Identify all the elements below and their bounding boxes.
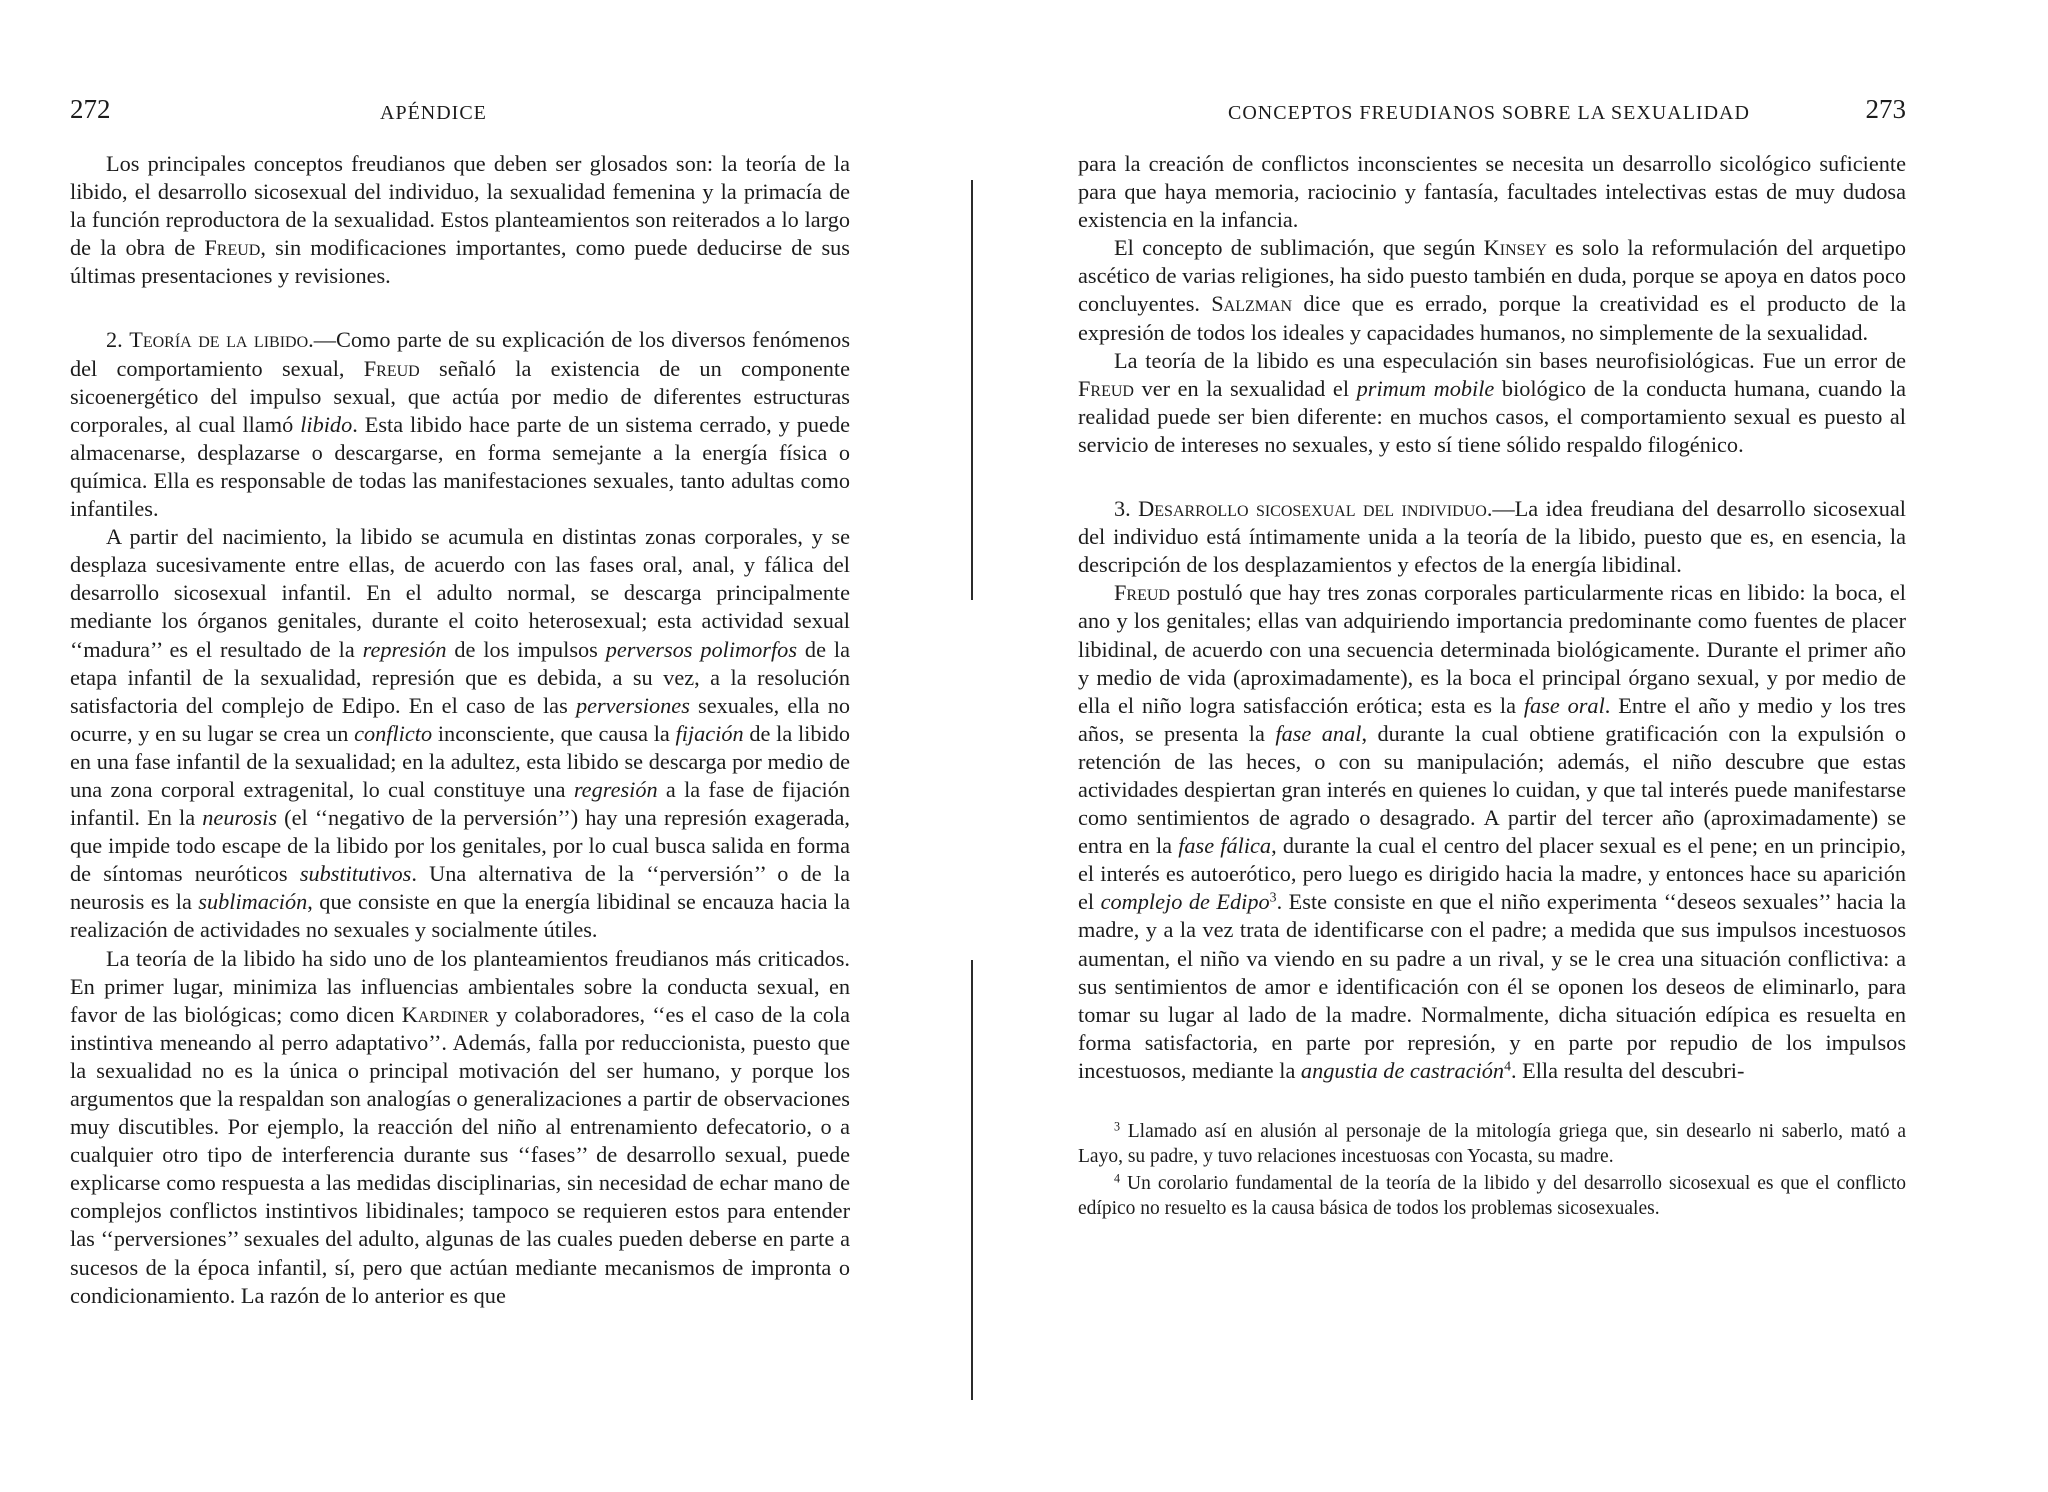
footnote-text: Un corolario fundamental de la teoría de la libido y del desarrollo sicosexual es que el conflicto edípico no resuelto es la causa básica de todos los problemas sicosexuales. (1078, 1173, 1906, 1219)
section-gap (1078, 459, 1906, 495)
text-run: . Entre el año y medio y los tres años, se presenta la (1078, 692, 1906, 746)
text-run: . Este consiste en que el niño experimenta ‘‘deseos sexuales’’ hacia la madre, y a la vez trata de identificarse con el padre; a medida que sus impulsos incestuosos aumentan, el niño va viendo en su padre a un rival, y se le crea una situación conflictiva: a sus sentimientos de amor e identificación con él se oponen los deseos de eliminarlo, para tomar su lugar al lado de la madre. Normalmente, dicha situación edípica es resuelta en forma satisfactoria, en parte por represión, y en parte por repudio de los impulsos incestuosos, mediante la (1078, 889, 1906, 1083)
italic-term: substitutivos (299, 861, 412, 887)
text-run: La teoría de la libido ha sido uno de los planteamientos freudianos más criticados. En primer lugar, minimiza las influencias ambientales sobre la conducta sexual, en favor de las biológicas; como dicen (70, 945, 850, 1027)
footnote (1078, 1119, 1906, 1169)
left-running-title: APÉNDICE (380, 102, 487, 124)
small-caps-name: Freud (204, 235, 261, 261)
right-body-text (1078, 150, 1906, 1085)
gutter-shadow-line (971, 960, 973, 1400)
text-run: ver en la sexualidad el (1133, 375, 1357, 401)
italic-term: libido (300, 411, 353, 437)
footnote-mark: 4 (1114, 1171, 1121, 1186)
italic-term: fase oral (1523, 692, 1605, 718)
small-caps-name: Desarrollo sicosexual del individuo (1138, 496, 1487, 522)
body-paragraph (70, 523, 850, 944)
italic-term: conflicto (354, 720, 433, 746)
small-caps-name: Freud (1078, 375, 1134, 401)
text-run: dice que es errado, porque la creatividad es el producto de la expresión de todos los ideales y capacidades humanos, no simplemente de la sexualidad. (1078, 291, 1906, 345)
italic-term: perversos polimorfos (605, 636, 797, 662)
small-caps-name: Freud (363, 355, 420, 381)
italic-term: perversiones (575, 692, 690, 718)
footnote-text: Llamado así en alusión al personaje de la mitología griega que, sin desearlo ni saberlo, mató a Layo, su padre, y tuvo relaciones incestuosas con Yocasta, su madre. (1078, 1121, 1906, 1167)
text-run: para la creación de conflictos inconscientes se necesita un desarrollo sicológico suficiente para que haya memoria, raciocinio y fantasía, facultades intelectivas estas de muy dudosa existencia en la infancia. (1078, 151, 1906, 233)
left-body-text (70, 150, 850, 1310)
italic-term: neurosis (202, 805, 278, 831)
text-run: .—Como parte de su explicación de los diversos fenómenos del comportamiento sexual, (70, 327, 851, 381)
text-run: A partir del nacimiento, la libido se acumula en distintas zonas corporales, y se desplaza sucesivamente entre ellas, de acuerdo con las fases oral, anal, y fálica del desarrollo sicosexual infantil. En el adulto normal, se descarga principalmente mediante los órganos genitales, durante el coito heterosexual; esta actividad sexual ‘‘madura’’ es el resultado de la (70, 524, 850, 662)
right-running-title: CONCEPTOS FREUDIANOS SOBRE LA SEXUALIDAD (1228, 102, 1750, 124)
text-run: 2. (106, 327, 130, 353)
text-run: , durante la cual el centro del placer sexual es el pene; en un principio, el interés es autoerótico, pero luego es dirigido hacia la madre, y entonces hace su aparición el (1078, 833, 1906, 915)
text-run: y colaboradores, ‘‘es el caso de la cola instintiva meneando al perro adaptativo’’. Además, falla por reduccionista, puesto que la sexualidad no es la única o principal motivación del ser humano, y porque los argumentos que la respaldan son analogías o generalizaciones a partir de observaciones muy discutibles. Por ejemplo, la reacción del niño al entrenamiento defecatorio, o a cualquier otro tipo de interferencia durante sus ‘‘fases’’ de desarrollo sexual, puede explicarse como respuesta a las medidas disciplinarias, sin necesidad de echar mano de complejos conflictos instintivos libidinales; tampoco se requieren estos para entender las ‘‘perversiones’’ sexuales del adulto, algunas de las cuales pueden deberse en parte a sucesos de la época infantil, sí, pero que actúan mediante mecanismos de impronta o condicionamiento. La razón de lo anterior es que (70, 1001, 851, 1308)
text-run: de la libido en una fase infantil de la sexualidad; en la adultez, esta libido se descarga por medio de una zona corporal extragenital, lo cual constituye una (70, 720, 850, 802)
italic-term: sublimación (198, 889, 308, 915)
body-paragraph (70, 150, 850, 290)
body-paragraph (1078, 234, 1906, 346)
page-number-left: 272 (70, 94, 111, 124)
footnote-ref: 4 (1504, 1058, 1511, 1074)
small-caps-name: Kardiner (401, 1001, 489, 1027)
footnote-ref: 3 (1269, 889, 1277, 905)
text-run: , que consiste en que la energía libidinal se encauza hacia la realización de actividades no sexuales y socialmente útiles. (70, 889, 850, 943)
right-running-head (1078, 94, 1906, 140)
page-number-right: 273 (1865, 94, 1906, 124)
text-run: de la etapa infantil de la sexualidad, represión que es debida, a su vez, a la resolución satisfactoria del complejo de Edipo. En el caso de las (70, 636, 850, 718)
footnote (1078, 1171, 1906, 1221)
text-run: inconsciente, que causa la (432, 720, 676, 746)
italic-term: represión (362, 636, 447, 662)
body-paragraph (70, 326, 850, 523)
right-page (1078, 94, 1907, 1223)
body-paragraph (1078, 579, 1906, 1085)
text-run: biológico de la conducta humana, cuando la realidad puede ser bien diferente: en muchos casos, el comportamiento sexual es puesto al servicio de intereses no sexuales, y esto sí tiene sólido respaldo filogénico. (1078, 375, 1906, 457)
text-run: de los impulsos (446, 636, 606, 662)
text-run: a la fase de fijación infantil. En la (70, 776, 850, 831)
text-run: . Ella resulta del descubri- (1510, 1057, 1745, 1083)
text-run: , sin modificaciones importantes, como puede deducirse de sus últimas presentaciones y revisiones. (70, 235, 850, 289)
left-page (70, 94, 851, 1310)
italic-term: fijación (675, 720, 744, 746)
small-caps-name: Salzman (1211, 291, 1293, 317)
text-run: 3. (1114, 496, 1139, 522)
body-paragraph (1078, 495, 1906, 579)
small-caps-name: Freud (1114, 580, 1170, 606)
italic-term: fase anal (1275, 720, 1362, 746)
text-run: (el ‘‘negativo de la perversión’’) hay una represión exagerada, que impide todo escape de la libido por los genitales, por lo cual busca salida en forma de síntomas neuróticos (70, 805, 850, 887)
text-run: postuló que hay tres zonas corporales particularmente ricas en libido: la boca, el ano y los genitales; ellas van adquiriendo importancia predominante como fuentes de placer libidinal, de acuerdo con una secuencia determinada biológicamente. Durante el primer año y medio de vida (aproximadamente), es la boca el principal órgano sexual, y por medio de ella el niño logra satisfacción erótica; esta es la (1078, 580, 1906, 718)
gutter-shadow-line (971, 180, 973, 600)
footnotes (1078, 1119, 1906, 1221)
body-paragraph (70, 945, 850, 1310)
italic-term: complejo de Edipo (1100, 889, 1270, 915)
text-run: es solo la reformulación del arquetipo ascético de varias religiones, ha sido puesto también en duda, porque se apoya en datos poco concluyentes. (1078, 235, 1907, 317)
text-run: señaló la existencia de un componente sicoenergético del impulso sexual, que actúa por medio de diferentes estructuras corporales, al cual llamó (70, 355, 850, 437)
text-run: . Una alternativa de la ‘‘perversión’’ o de la neurosis es la (70, 861, 850, 915)
italic-term: fase fálica (1178, 833, 1272, 859)
text-run: , durante la cual obtiene gratificación con la expulsión o retención de las heces, o con su manipulación; además, el niño descubre que estas actividades despiertan gran interés en quienes lo cuidan, y que tal interés puede manifestarse como sentimientos de agrado o desagrado. A partir del tercer año (aproximadamente) se entra en la (1078, 720, 1906, 859)
text-run: .—La idea freudiana del desarrollo sicosexual del individuo está íntimamente unida a la teoría de la libido, puesto que es, en esencia, la descripción de los desplazamientos y efectos de la energía libidinal. (1078, 496, 1906, 578)
section-gap (70, 290, 850, 326)
italic-term: angustia de castración (1300, 1057, 1505, 1083)
text-run: . Esta libido hace parte de un sistema cerrado, y puede almacenarse, desplazarse o descargarse, en forma semejante a la energía física o química. Ella es responsable de todas las manifestaciones sexuales, tanto adultas como infantiles. (70, 411, 850, 522)
text-run: El concepto de sublimación, que según (1114, 235, 1484, 261)
small-caps-name: Teoría de la libido (129, 327, 309, 353)
italic-term: primum mobile (1356, 375, 1495, 401)
left-running-head (70, 94, 850, 140)
small-caps-name: Kinsey (1483, 235, 1547, 261)
text-run: sexuales, ella no ocurre, y en su lugar se crea un (70, 692, 851, 746)
body-paragraph (1078, 150, 1906, 234)
text-run: Los principales conceptos freudianos que deben ser glosados son: la teoría de la libido, el desarrollo sicosexual del individuo, la sexualidad femenina y la primacía de la función reproductora de la sexualidad. Estos planteamientos son reiterados a lo largo de la obra de (70, 151, 850, 261)
text-run: La teoría de la libido es una especulación sin bases neurofisiológicas. Fue un error de (1114, 347, 1906, 373)
body-paragraph (1078, 347, 1906, 459)
italic-term: regresión (573, 776, 658, 802)
footnote-mark: 3 (1114, 1119, 1121, 1134)
